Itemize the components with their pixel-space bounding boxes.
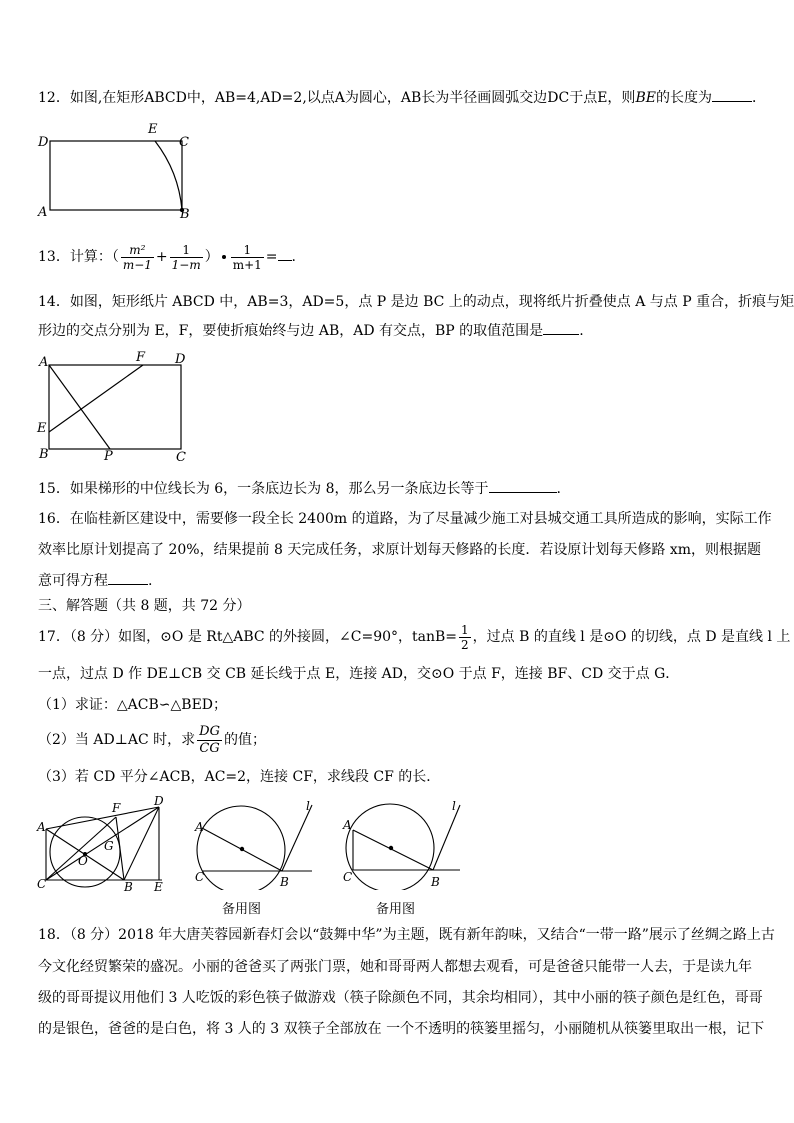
- q13-answer-blank[interactable]: [278, 246, 292, 261]
- center-spare-1: [240, 847, 244, 851]
- q13-mid: ）: [204, 249, 219, 265]
- q13-f2-den: 1−m: [171, 257, 201, 272]
- q17-part-2: [38, 722, 266, 758]
- q15-end: .: [556, 481, 561, 497]
- label-l-spare-1: l: [306, 800, 310, 813]
- q18-line-4: 的是银色，爸爸的是白色，将 3 人的 3 双筷子全部放在 一个不透明的筷篓里摇匀，小丽随机从筷篓里取出一根，记下: [38, 1021, 765, 1037]
- q17-tan-num: 1: [461, 622, 469, 637]
- q17-tan-fraction: [459, 623, 471, 652]
- label-b-spare-1: B: [280, 875, 289, 889]
- figure-17-main: [32, 795, 172, 895]
- q18-line-2: 今文化经贸繁荣的盛况。小丽的爸爸买了两张门票，她和哥哥两人都想去观看，可是爸爸只能带一人去，于是读九年: [38, 959, 752, 975]
- q13-f1-num: m²: [121, 243, 154, 258]
- label-c: C: [179, 135, 189, 150]
- figure-12: [30, 118, 200, 223]
- q16-line-1: 16．在临桂新区建设中，需要修一段全长 2400m 的道路，为了尽量减少施工对县城交通工具所造成的影响，实际工作: [38, 511, 772, 527]
- label-a: A: [38, 205, 48, 220]
- q17-p2b: 的值；: [223, 732, 266, 748]
- q12-tail: 的长度为: [655, 90, 712, 106]
- label-a-spare-2: A: [343, 818, 352, 832]
- q12-line: [38, 87, 766, 108]
- line-ab-spare-2: [353, 830, 433, 870]
- q17-p2-den: CG: [199, 740, 220, 756]
- q13-plus: +: [155, 249, 168, 265]
- label-c-spare-1: C: [195, 870, 205, 884]
- label-b-spare-2: B: [431, 875, 440, 889]
- q17-line-2: 一点，过点 D 作 DE⊥CB 交 CB 延长线于点 E，连接 AD，交⊙O 于点 F，连接 BF、CD 交于点 G．: [38, 666, 680, 682]
- q16-end: .: [148, 573, 153, 589]
- q13-fraction-1: [121, 243, 154, 272]
- q17-tan-den: 2: [461, 637, 469, 652]
- multiply-dot-icon: [222, 255, 226, 259]
- q13-fraction-3: [231, 243, 264, 272]
- q16-line-3: [38, 570, 152, 591]
- q13-fraction-2: [170, 243, 203, 272]
- figure-14: [30, 348, 200, 466]
- q18-line-1: 18．（8 分）2018 年大唐芙蓉园新春灯会以“鼓舞中华”为主题，既有新年韵味，又结合“一带一路”展示了丝绸之路上古: [38, 927, 775, 943]
- label-o-17: O: [78, 854, 88, 868]
- q15-text: 15．如果梯形的中位线长为 6，一条底边长为 8，那么另一条底边长等于: [38, 481, 489, 497]
- q13-eq: =: [265, 249, 278, 265]
- line-bf: [116, 817, 124, 880]
- q17-part-3: （3）若 CD 平分∠ACB，AC=2，连接 CF，求线段 CF 的长．: [38, 769, 441, 785]
- label-l-spare-2: l: [452, 800, 456, 813]
- tangent-l-spare-2: [433, 805, 460, 870]
- label-a-14: A: [39, 355, 49, 370]
- label-d: D: [38, 135, 49, 150]
- label-c-spare-2: C: [343, 870, 353, 884]
- q13-f2-num: 1: [170, 243, 203, 258]
- q14-line-1: 14．如图，矩形纸片 ABCD 中，AB=3，AD=5，点 P 是边 BC 上的动点，现将纸片折叠使点 A 与点 P 重合，折痕与矩: [38, 294, 794, 310]
- q17-p2a: （2）当 AD⊥AC 时，求: [38, 732, 196, 748]
- label-c-14: C: [176, 450, 186, 465]
- q16-answer-blank[interactable]: [108, 570, 148, 585]
- q12-text: 12．如图,在矩形ABCD中，AB=4,AD=2,以点A为圆心，AB长为半径画圆弧交边DC于点E，则: [38, 90, 636, 106]
- arc-be: [155, 141, 182, 210]
- q17-line1a: 17．（8 分）如图，⊙O 是 Rt△ABC 的外接圆，∠C=90°，tanB=: [38, 629, 458, 645]
- q14-answer-blank[interactable]: [543, 320, 579, 335]
- label-f-17: F: [112, 801, 121, 815]
- label-d-17: D: [154, 795, 164, 808]
- fold-line-ef: [49, 365, 143, 432]
- label-e: E: [148, 122, 158, 137]
- caption-spare-1: 备用图: [222, 902, 262, 917]
- label-a-17: A: [37, 820, 46, 834]
- label-b-14: B: [39, 447, 49, 462]
- q13-f3-num: 1: [231, 243, 264, 258]
- q13-end: .: [291, 249, 296, 265]
- q18-line-3: 级的哥哥提议用他们 3 人吃饭的彩色筷子做游戏（筷子除颜色不同，其余均相同），其中小丽的筷子颜色是红色，哥哥: [38, 990, 763, 1006]
- q16-line3-text: 意可得方程: [38, 573, 108, 589]
- label-e-14: E: [37, 421, 47, 436]
- label-f-14: F: [136, 350, 146, 365]
- q17-dg-cg-fraction: [197, 724, 222, 757]
- q17-part-1: （1）求证：△ACB∽△BED；: [38, 697, 228, 713]
- q12-end: ．: [751, 90, 766, 106]
- label-e-17: E: [154, 880, 163, 894]
- label-p-14: P: [104, 449, 113, 464]
- label-b-17: B: [124, 880, 133, 894]
- q12-arc-label: BE: [635, 90, 656, 106]
- label-a-spare-1: A: [195, 820, 204, 834]
- figure-17-spare-2: [338, 800, 468, 890]
- label-c-17: C: [37, 877, 47, 891]
- label-b: B: [180, 207, 190, 222]
- q13-f1-den: m−1: [122, 257, 152, 272]
- label-g-17: G: [104, 839, 114, 853]
- q13-line: [38, 240, 296, 274]
- q13-prefix: 13．计算：（: [38, 249, 119, 265]
- q17-line-1: [38, 620, 790, 654]
- figure-17-spare-1: [192, 800, 322, 890]
- label-d-14: D: [175, 352, 186, 367]
- q15-line: [38, 478, 561, 499]
- section-heading: 三、解答题（共 8 题，共 72 分）: [38, 598, 251, 614]
- q14-end: .: [579, 323, 584, 339]
- q17-line1b: ，过点 B 的直线 l 是⊙O 的切线，点 D 是直线 l 上: [472, 629, 791, 645]
- caption-spare-2: 备用图: [376, 902, 416, 917]
- q14-line-2: [38, 320, 584, 341]
- q13-f3-den: m+1: [232, 257, 262, 272]
- center-spare-2: [389, 846, 393, 850]
- line-ap: [49, 365, 110, 449]
- q16-line-2: 效率比原计划提高了 20%，结果提前 8 天完成任务，求原计划每天修路的长度．若设原计划每天修路 xm，则根据题: [38, 542, 761, 558]
- q14-line2-text: 形边的交点分别为 E，F，要使折痕始终与边 AB，AD 有交点，BP 的取值范围是: [38, 323, 544, 339]
- q12-answer-blank[interactable]: [712, 87, 752, 102]
- rect-abcd-14: [49, 365, 181, 449]
- tangent-l-spare-1: [282, 805, 312, 871]
- q17-p2-num: DG: [199, 723, 220, 739]
- q15-answer-blank[interactable]: [489, 478, 557, 493]
